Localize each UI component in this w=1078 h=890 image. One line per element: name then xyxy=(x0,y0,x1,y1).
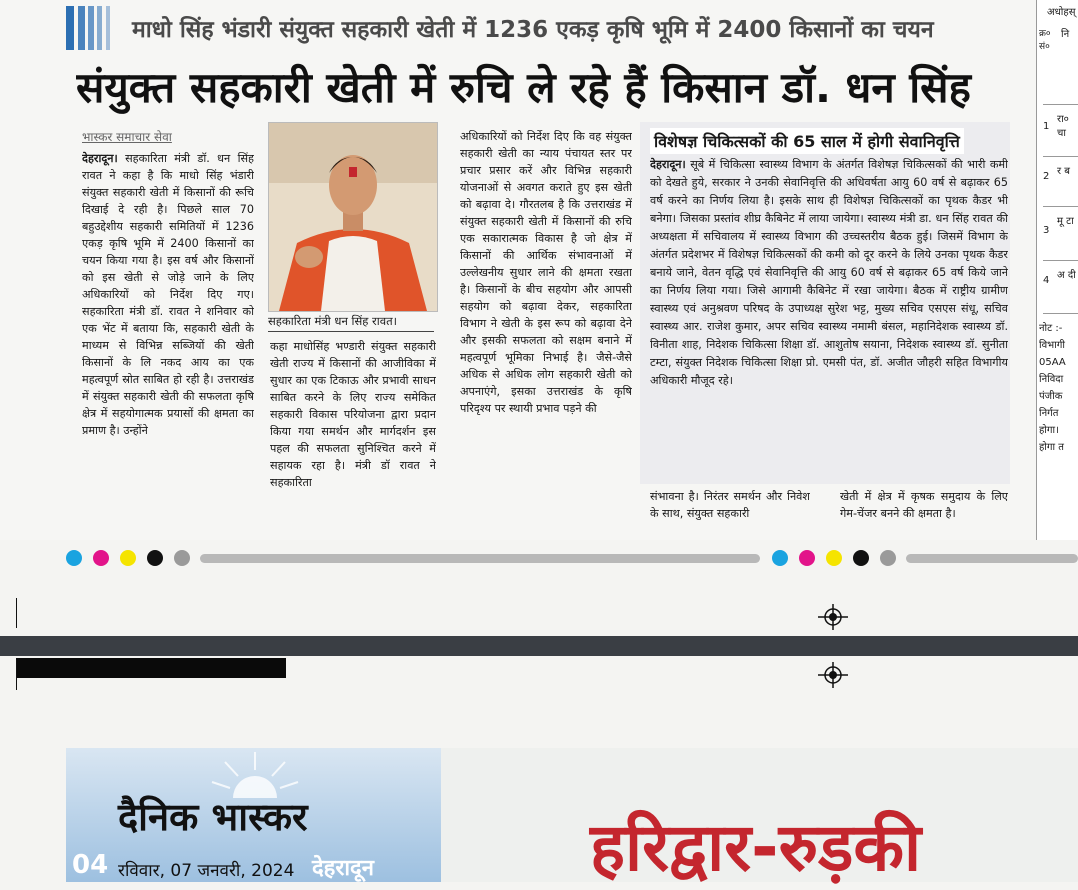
article-column-3: अधिकारियों को निर्देश दिए कि वह संयुक्त सहकारी खेती का न्याय पंचायत स्तर पर प्रचार प्रसार करें और विभिन्न सहकारी योजनाओं से अवगत कराते हुए इस खेती को बढ़ावा दे। गौरतलब है कि उत्तराखंड में संयुक्त सहकारी खेती में किसानों की रुचि एक सकारात्मक विकास है जो क्षेत्र में किसानों की आर्थिक संभावनाओं में उल्लेखनीय सुधार लाने की क्षमता रखता है। किसानों के बीच सहयोग और आपसी सहयोग को बढ़ावा देकर, सहकारिता विभाग ने खेती के इस रूप को बढ़ावा देने और इसकी सफलता को सक्षम बनाने में महत्वपूर्ण भूमिका निभाई है। जैसे-जैसे अधिक से अधिक लोग सहकारी खेती को अपनाएंगे, इसका उत्तराखंड के कृषि परिदृश्य पर स्थायी प्रभाव पड़ने की xyxy=(460,130,632,415)
kicker-headline: माधो सिंह भंडारी संयुक्त सहकारी खेती में 1236 एकड़ कृषि भूमि में 2400 किसानों का चयन xyxy=(132,17,934,43)
dateline: देहरादून। xyxy=(82,152,118,165)
tender-header: अधोहस् xyxy=(1047,7,1076,18)
registration-target-icon xyxy=(818,660,848,690)
registration-rule xyxy=(906,554,1078,563)
gray-registration-dot xyxy=(880,550,896,566)
minister-photo xyxy=(268,122,438,312)
tender-notice-column xyxy=(1036,0,1078,540)
box-text: सूबे में चिकित्सा स्वास्थ्य विभाग के अंतर्गत विशेषज्ञ चिकित्सकों की भारी कमी को देखते हुये, सरकार ने उनकी सेवानिवृत्ति की अधिवर्षता आयु 60 वर्ष से बढ़ाकर 65 वर्ष करने का निर्णय लिया है। इसके साथ ही विशेषज्ञ चिकित्सकों का पृथक कैडर भी बनेगा। जिसका प्रस्तांव शीघ्र कैबिनेट में लाया जायेगा। स्वास्थ्य मंत्री डा. धन सिंह रावत की अध्यक्षता में सचिवालय में स्वास्थ्य विभाग की उच्चस्तरीय बैठक हुई। जिसमें विभाग के अंतर्गत प्रदेशभर में विशेषज्ञ चिकित्सकों की कमी को दूर करने के लिये उनका पृथक कैडर बनाये जाने, वेतन वृद्धि एवं सेवानिवृत्ति की आयु 60 वर्ष से बढ़ाकर 65 वर्ष किये जाने का निर्णय लिया गया। जिसे आगामी कैबिनेट में रखा जायेगा। बैठक में राष्ट्रीय ग्रामीण स्वास्थ्य एवं अनुश्रवण परिषद के उपाध्यक्ष सुरेश भट्ट, मुख्य सचिव एसएस संधू, सचिव स्वास्थ्य आर. राजेश कुमार, अपर सचिव स्वास्थ्य नमामी बंसल, महानिदेशक स्वास्थ्य डॉ. विनीता शाह, निदेशक चिकित्सा शिक्षा डॉ. आशुतोष सयाना, निदेशक स्वास्थ्य डॉ. सुनीता टम्टा, संयुक्त निदेशक चिकित्सा शिक्षा प्रो. एमसी पंत, डॉ. अजीत जौहरी सहित विभागीय अधिकारी मौजूद रहे। xyxy=(650,158,1008,387)
registration-rule xyxy=(200,554,760,563)
tender-row: 4 अ दी xyxy=(1043,260,1078,314)
article-column-1 xyxy=(82,150,254,530)
edition-title: हरिद्वार-रुड़की xyxy=(590,809,922,886)
crop-mark xyxy=(16,660,17,690)
kicker-bars xyxy=(66,6,124,50)
gray-registration-dot xyxy=(174,550,190,566)
main-headline: संयुक्त सहकारी खेती में रुचि ले रहे हैं किसान डॉ. धन सिंह xyxy=(76,63,971,112)
tender-row: 1 रा० चा xyxy=(1043,104,1078,157)
magenta-registration-dot xyxy=(93,550,109,566)
page-number: 04 xyxy=(72,850,109,880)
yellow-registration-dot xyxy=(120,550,136,566)
city-name: देहरादून xyxy=(312,856,374,881)
cyan-registration-dot xyxy=(772,550,788,566)
tender-row: 2 र ब xyxy=(1043,156,1078,207)
tender-col-label-2: नि xyxy=(1061,29,1070,40)
newspaper-logo: दैनिक भास्कर xyxy=(118,795,308,839)
tender-note: नोट :- विभागी 05AA निविदा पंजीक निर्गत होगा। होगा त xyxy=(1039,323,1066,453)
box-headline: विशेषज्ञ चिकित्सकों की 65 साल में होगी सेवानिवृत्ति xyxy=(650,128,964,154)
byline: भास्कर समाचार सेवा xyxy=(82,130,172,144)
article-column-4-tail: संभावना है। निरंतर समर्थन और निवेश के साथ, संयुक्त सहकारी xyxy=(650,490,810,520)
column-1-text: सहकारिता मंत्री डॉ. धन सिंह रावत ने कहा है कि माधो सिंह भंडारी संयुक्त सहकारी खेती में किसानों की रूचि दिखाई दे रही है। पिछले साल 70 बहुउद्देशीय सहकारी समितियों में 1236 एकड़ कृषि भूमि में 2400 किसानों का चयन किया गया है। इस वर्ष और किसानों को इस खेती से जोड़े जाने के लिए अधिकारियों को निर्देश दिए गए। सहकारिता मंत्री डॉ. रावत ने शनिवार को एक भेंट में बताया कि, सहकारी खेती के माध्यम से विभिन्न सब्जियों की खेती किसानों के लि नकद आय का एक महत्वपूर्ण स्रोत साबित हो रही है। उत्तराखंड में संयुक्त सहकारी खेती की सफलता कृषि क्षेत्र में सहयोगात्मक प्रयासों की क्षमता का प्रमाण है। उन्होंने xyxy=(82,152,254,437)
box-dateline: देहरादून। xyxy=(650,158,686,171)
article-column-2: कहा माधोसिंह भण्डारी संयुक्त सहकारी खेती राज्य में किसानों की आजीविका में सुधार का एक टिकाऊ और प्रभावी साधन साबित करने के लिए राज्य समेकित सहकारी विकास परियोजना द्वारा प्रदान किया गया समर्थन और मार्गदर्शन इस पहल की सफलता सुनिश्चित करने में सहायक रहा है। मंत्री डॉ रावत ने सहकारिता xyxy=(270,340,436,489)
tender-col-label: क्र० सं० xyxy=(1039,29,1051,52)
tender-row: 3 मू टा xyxy=(1043,206,1078,261)
print-registration-strip xyxy=(0,550,1078,568)
black-registration-dot xyxy=(853,550,869,566)
crop-mark xyxy=(16,598,17,628)
issue-date: रविवार, 07 जनवरी, 2024 xyxy=(118,861,295,881)
page-gutter-band xyxy=(0,636,1078,656)
box-article xyxy=(650,156,1008,474)
yellow-registration-dot xyxy=(826,550,842,566)
redaction-bar xyxy=(16,658,286,678)
photo-caption: सहकारिता मंत्री धन सिंह रावत। xyxy=(268,314,434,332)
black-registration-dot xyxy=(147,550,163,566)
registration-target-icon xyxy=(818,602,848,632)
cyan-registration-dot xyxy=(66,550,82,566)
magenta-registration-dot xyxy=(799,550,815,566)
article-column-5-tail: खेती में क्षेत्र में कृषक समुदाय के लिए गेम-चेंजर बनने की क्षमता है। xyxy=(840,490,1008,520)
